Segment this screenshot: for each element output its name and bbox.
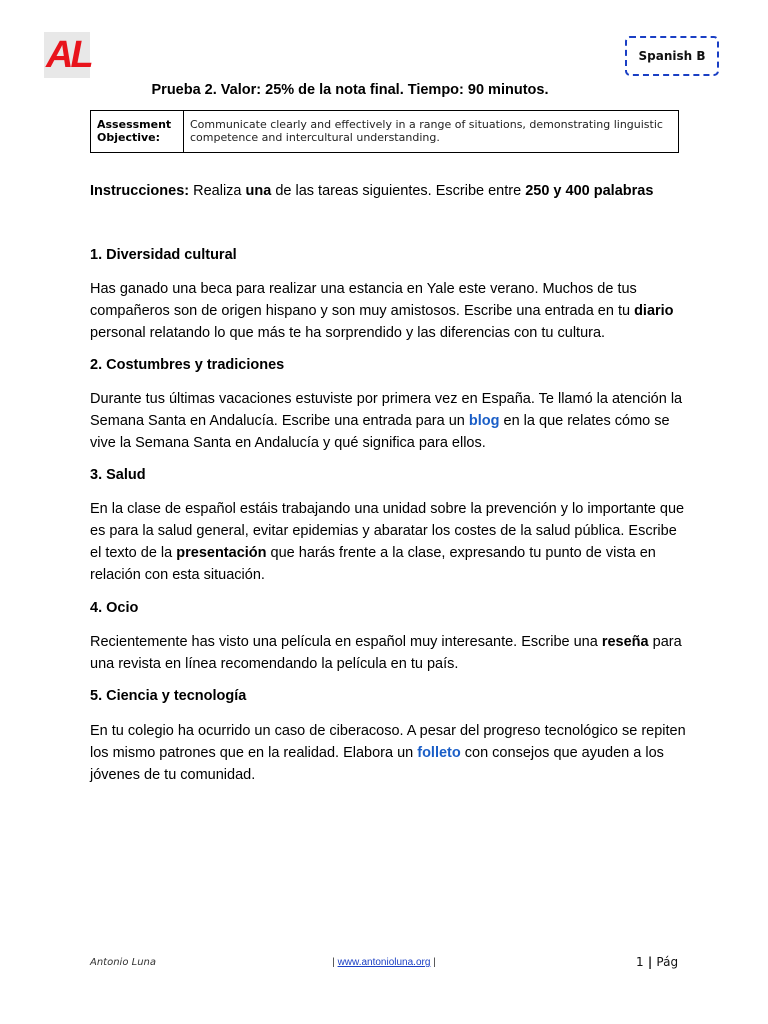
logo-text: AL [46,34,91,76]
page-number [636,955,678,969]
footer-sep-left: | [332,957,338,968]
website-link[interactable]: www.antonioluna.org [337,957,431,968]
task-2-text [90,388,690,454]
task-2-text-b: en la que relates cómo se vive la Semana Santa en Andalucía y qué significa para ellos. [90,413,670,451]
task-5-title: 5. Ciencia y tecnología [90,688,247,704]
instructions-label: Instrucciones: [90,183,190,199]
task-4-keyword: reseña [601,634,649,650]
page-title: Prueba 2. Valor: 25% de la nota final. Tiempo: 90 minutos. [151,82,549,98]
task-2-title: 2. Costumbres y tradiciones [90,357,285,373]
instructions-bold-1: una [245,183,272,199]
task-1-text [90,278,690,344]
instructions-bold-2: 250 y 400 palabras [525,183,654,199]
task-3-title: 3. Salud [90,467,146,483]
instructions-text-2: de las tareas siguientes. Escribe entre [271,183,526,199]
task-3-keyword: presentación [176,545,267,561]
task-4-text-b: para una revista en línea recomendando la película en tu país. [90,634,682,672]
task-5-text [90,720,690,786]
task-1-text-a: Has ganado una beca para realizar una estancia en Yale este verano. Muchos de tus compañeros son de origen hispano y son muy amistosos. Escribe una entrada en tu [90,281,637,319]
task-3-text [90,498,690,586]
assessment-objective-label [91,111,184,152]
instructions-text-1: Realiza [189,183,246,199]
task-5-keyword: folleto [417,745,461,761]
assessment-label-line2: Objective: [97,131,161,144]
task-5-text-b: con consejos que ayuden a los jóvenes de tu comunidad. [90,745,664,783]
task-1-text-b: personal relatando lo que más te ha sorprendido y las diferencias con tu cultura. [90,325,606,341]
task-3-text-b: que harás frente a la clase, expresando tu punto de vista en relación con esta situación. [90,545,656,583]
task-5-text-a: En tu colegio ha ocurrido un caso de ciberacoso. A pesar del progreso tecnológico se repiten los mismo patrones que en la realidad. Elabora un [90,723,686,761]
instructions [90,183,710,199]
task-2-keyword: blog [468,413,500,429]
footer-sep-right: | [430,957,436,968]
task-4-text [90,631,690,675]
assessment-objective-text: Communicate clearly and effectively in a range of situations, demonstrating linguistic competence and intercultural understanding. [190,118,663,144]
assessment-label-line1: Assessment [97,118,172,131]
task-4-text-a: Recientemente has visto una película en español muy interesante. Escribe una [90,634,602,650]
assessment-objective-table [90,110,679,153]
task-1-keyword: diario [634,303,674,319]
task-3-text-a: En la clase de español estáis trabajando una unidad sobre la prevención y lo importante que es para la salud general, evitar epidemias y abaratar los costes de la salud pública. Escribe el texto de la [90,501,685,561]
page-number-value: 1 [636,955,644,969]
task-1-title: 1. Diversidad cultural [90,247,237,263]
footer-author: Antonio Luna [90,957,157,968]
task-4-title: 4. Ocio [90,600,139,616]
page-number-sep: | [643,955,657,969]
subject-badge: Spanish B [625,36,719,76]
task-2-text-a: Durante tus últimas vacaciones estuviste por primera vez en España. Te llamó la atención la Semana Santa en Andalucía. Escribe una entrada para un [90,391,683,429]
page-number-label: Pág [656,955,679,969]
